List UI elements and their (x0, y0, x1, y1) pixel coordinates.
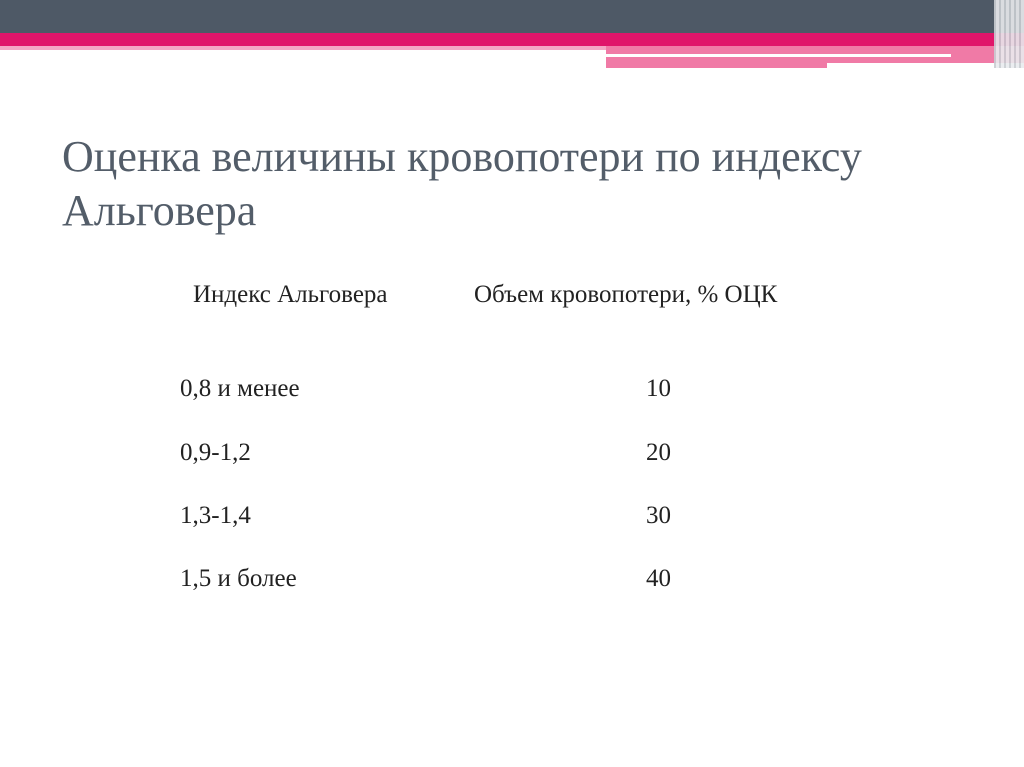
column-header-volume: Объем кровопотери, % ОЦК (474, 281, 778, 308)
table-cell-volume: 20 (646, 439, 671, 466)
header-banner-stripes (994, 0, 1024, 68)
slide-title: Оценка величины кровопотери по индексу Альговера (62, 132, 862, 235)
table-cell-index: 1,5 и более (180, 565, 297, 592)
table-row (0, 561, 1024, 597)
table-cell-volume: 40 (646, 565, 671, 592)
header-banner-accent-left (0, 46, 606, 50)
header-banner-pink (0, 33, 1024, 46)
header-banner-dark (0, 0, 1024, 33)
header-banner-divider (606, 54, 951, 57)
table-cell-index: 0,8 и менее (180, 375, 300, 402)
table-row (0, 498, 1024, 534)
table-row (0, 435, 1024, 471)
column-header-index: Индекс Альговера (193, 281, 388, 308)
table-cell-index: 1,3-1,4 (180, 502, 251, 529)
table-cell-volume: 10 (646, 375, 671, 402)
table-cell-volume: 30 (646, 502, 671, 529)
table-cell-index: 0,9-1,2 (180, 439, 251, 466)
table-row (0, 371, 1024, 407)
